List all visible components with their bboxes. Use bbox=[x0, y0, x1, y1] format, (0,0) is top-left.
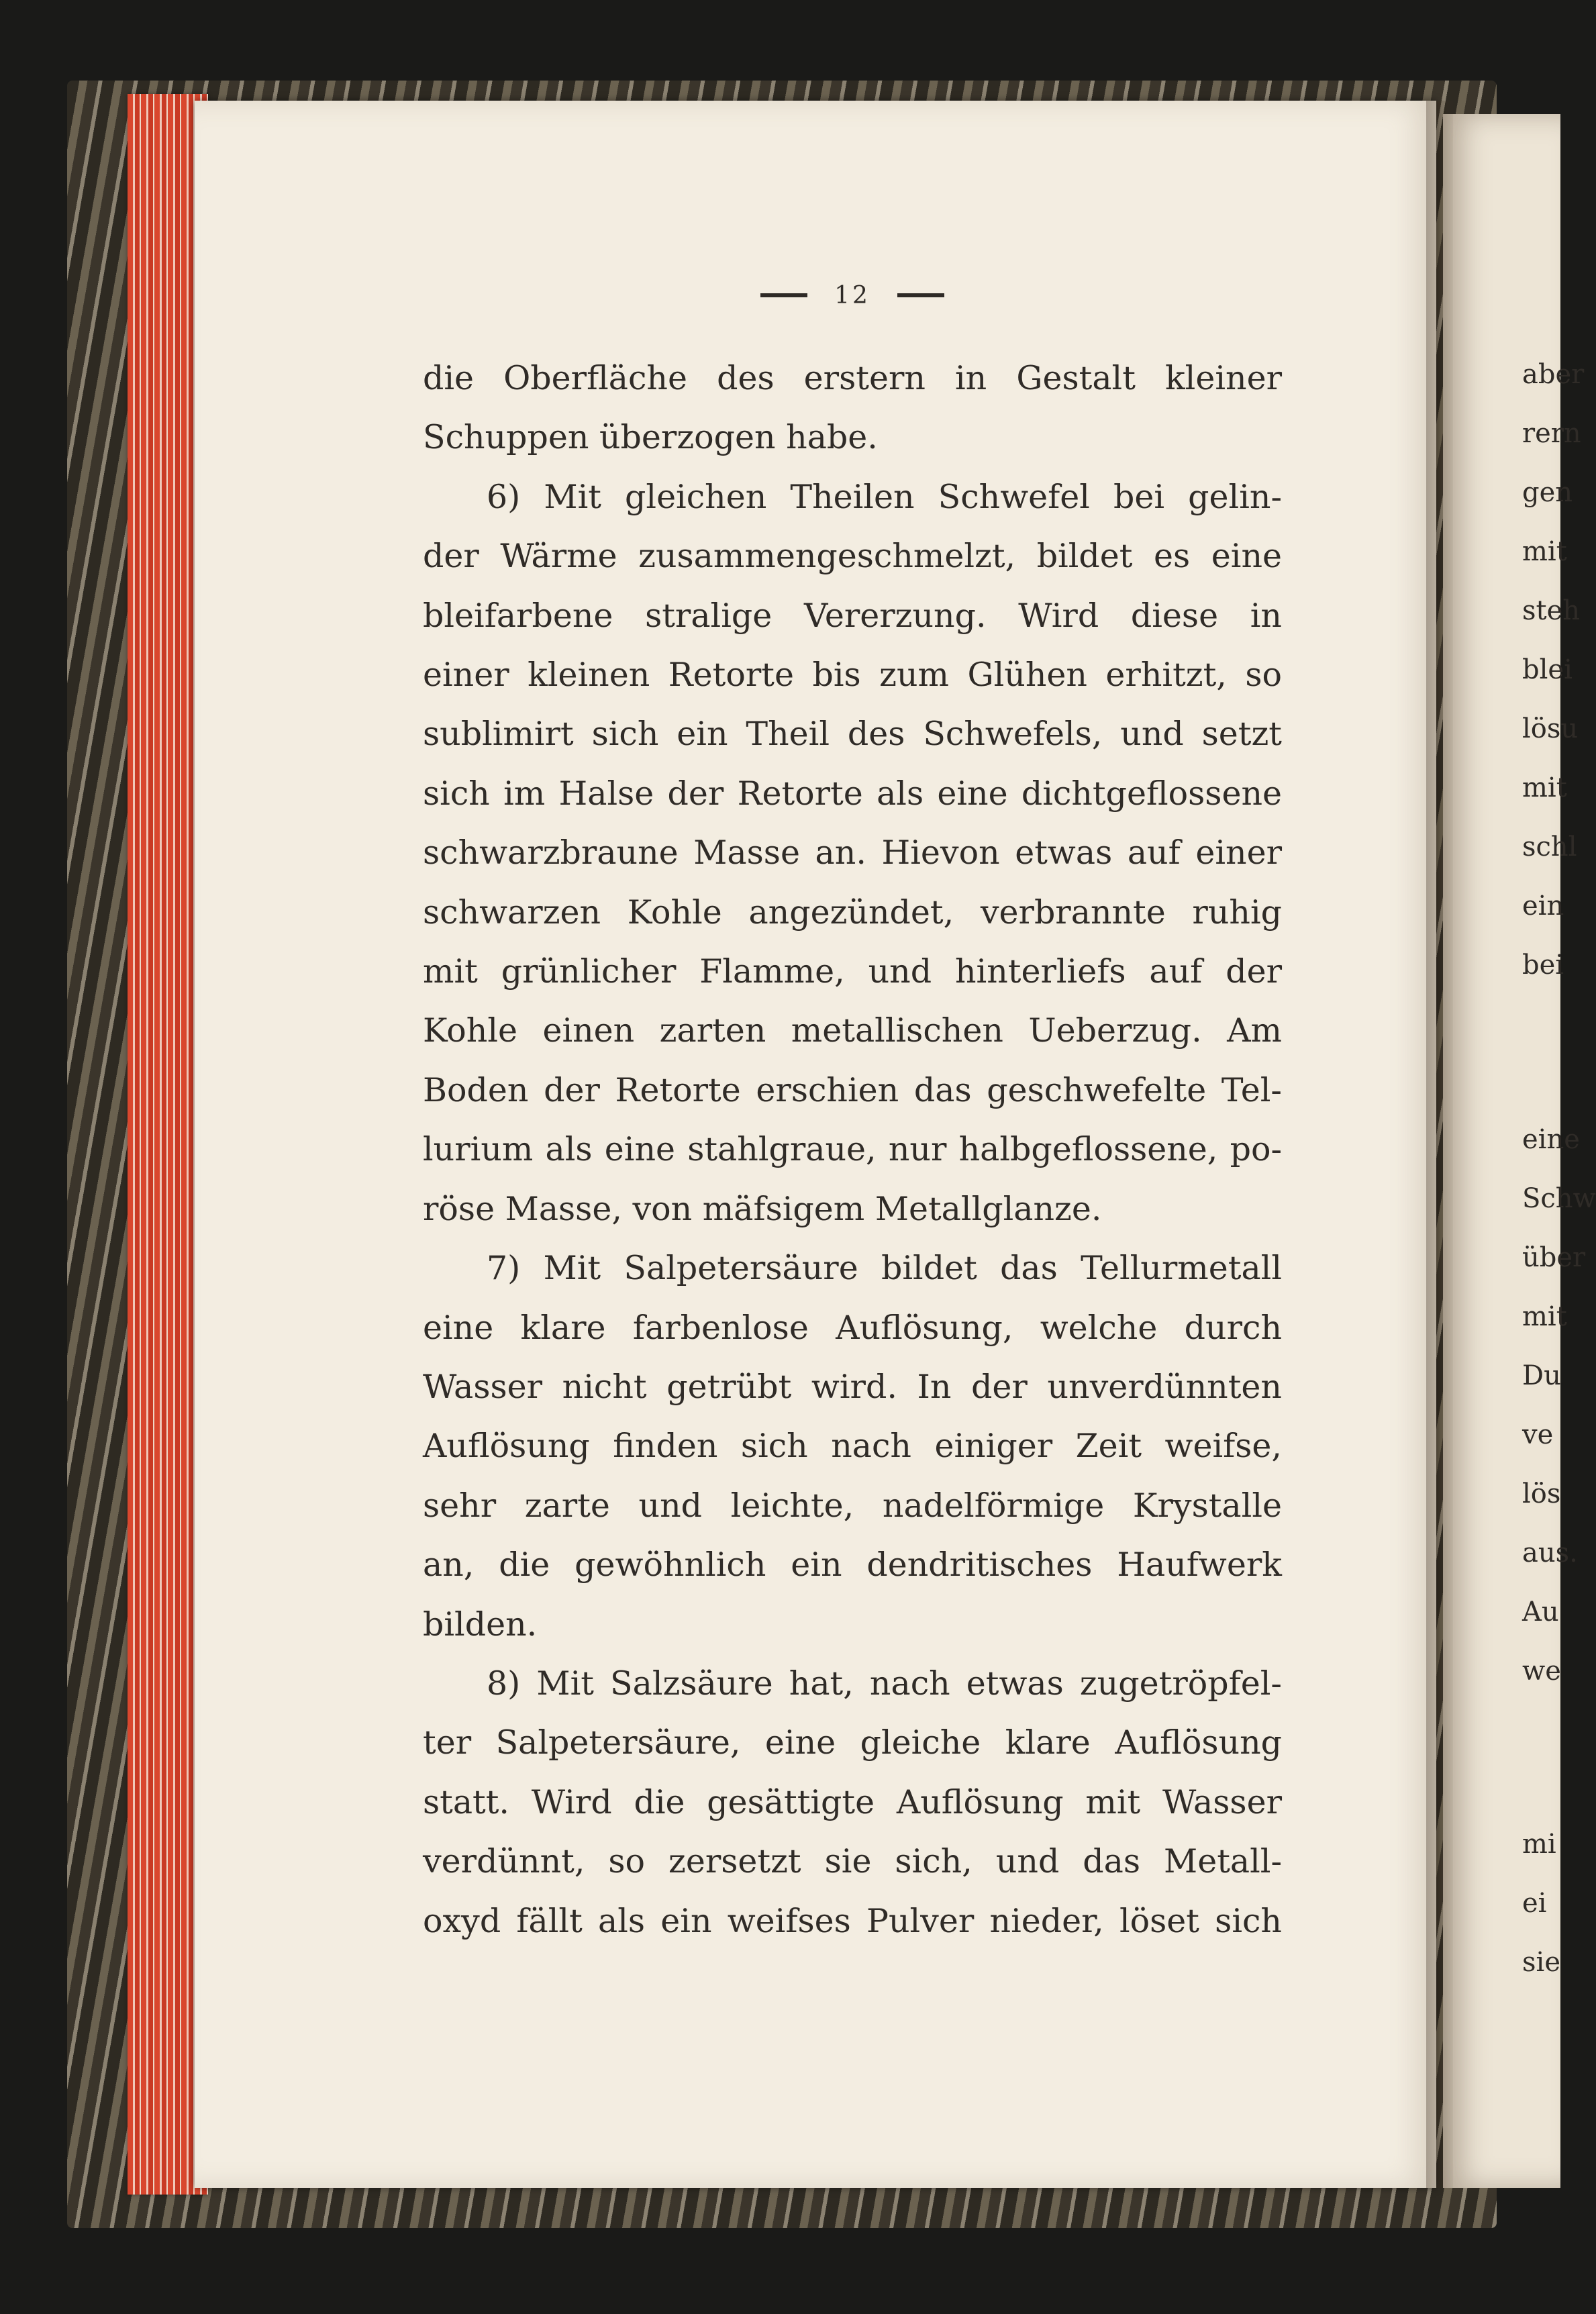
facing-word: steh bbox=[1522, 595, 1581, 626]
text-line: lurium als eine stahlgraue, nur halbgeflossene, po- bbox=[423, 1130, 1282, 1169]
text-line: bilden. bbox=[423, 1605, 538, 1644]
page-number: 12 bbox=[834, 281, 870, 309]
text-line: die Oberfläche des erstern in Gestalt kleiner bbox=[423, 359, 1282, 397]
facing-word: rern bbox=[1522, 418, 1581, 449]
header-dash-left bbox=[760, 293, 807, 297]
facing-word: Schw bbox=[1522, 1183, 1596, 1214]
facing-word: Du bbox=[1522, 1360, 1561, 1391]
text-line: verdünnt, so zersetzt sie sich, und das Metall- bbox=[423, 1842, 1282, 1881]
facing-word: schl bbox=[1522, 832, 1577, 862]
text-line: schwarzen Kohle angezündet, verbrannte ruhig bbox=[423, 893, 1282, 932]
text-line: schwarzbraune Masse an. Hievon etwas auf einer bbox=[423, 834, 1282, 872]
text-line: Boden der Retorte erschien das geschwefelte Tel- bbox=[423, 1070, 1282, 1109]
page-text bbox=[423, 349, 1282, 1951]
text-line: eine klare farbenlose Auflösung, welche durch bbox=[423, 1308, 1282, 1347]
facing-word: bei bbox=[1522, 950, 1564, 980]
text-line: statt. Wird die gesättigte Auflösung mit Wasser bbox=[423, 1782, 1282, 1821]
facing-word: eine bbox=[1522, 1124, 1580, 1155]
text-line: 7) Mit Salpetersäure bildet das Tellurmetall bbox=[487, 1249, 1282, 1288]
text-line: einer kleinen Retorte bis zum Glühen erhitzt, so bbox=[423, 656, 1282, 695]
facing-word: blei bbox=[1522, 654, 1573, 685]
text-line: Schuppen überzogen habe. bbox=[423, 418, 878, 457]
facing-word: ein bbox=[1522, 891, 1564, 921]
text-line: an, die gewöhnlich ein dendritisches Haufwerk bbox=[423, 1546, 1282, 1584]
facing-word: ei bbox=[1522, 1888, 1547, 1919]
text-line: röse Masse, von mäfsigem Metallglanze. bbox=[423, 1189, 1102, 1228]
facing-word: aber bbox=[1522, 359, 1585, 390]
facing-word: über bbox=[1522, 1242, 1586, 1273]
facing-word: mit bbox=[1522, 1301, 1567, 1332]
facing-word: Au bbox=[1522, 1597, 1559, 1627]
text-line: 8) Mit Salzsäure hat, nach etwas zugetröpfel- bbox=[487, 1664, 1282, 1703]
facing-word: lös bbox=[1522, 1478, 1561, 1509]
facing-word: gen bbox=[1522, 477, 1573, 508]
text-line: mit grünlicher Flamme, und hinterliefs auf der bbox=[423, 952, 1282, 991]
page-header bbox=[738, 275, 966, 315]
text-line: der Wärme zusammengeschmelzt, bildet es eine bbox=[423, 537, 1282, 576]
text-line: 6) Mit gleichen Theilen Schwefel bei gelin- bbox=[487, 477, 1282, 516]
facing-word: mit bbox=[1522, 536, 1567, 567]
facing-word: mi bbox=[1522, 1829, 1556, 1860]
text-line: Kohle einen zarten metallischen Ueberzug. Am bbox=[423, 1011, 1282, 1050]
facing-word: we bbox=[1522, 1656, 1561, 1687]
facing-word: mit bbox=[1522, 772, 1567, 803]
text-line: ter Salpetersäure, eine gleiche klare Auflösung bbox=[423, 1723, 1282, 1762]
facing-word: sie bbox=[1522, 1947, 1560, 1978]
facing-word: lösu bbox=[1522, 713, 1579, 744]
text-line: Auflösung finden sich nach einiger Zeit weifse, bbox=[423, 1427, 1282, 1466]
facing-word: ve bbox=[1522, 1419, 1554, 1450]
text-line: sehr zarte und leichte, nadelförmige Krystalle bbox=[423, 1486, 1282, 1525]
text-line: sublimirt sich ein Theil des Schwefels, und setzt bbox=[423, 715, 1282, 754]
gutter-shadow bbox=[1426, 101, 1453, 2188]
text-line: bleifarbene stralige Vererzung. Wird diese in bbox=[423, 596, 1282, 635]
header-dash-right bbox=[897, 293, 944, 297]
text-line: sich im Halse der Retorte als eine dichtgeflossene bbox=[423, 774, 1282, 813]
text-line: oxyd fällt als ein weifses Pulver nieder, löset sich bbox=[423, 1901, 1282, 1940]
facing-word: aus. bbox=[1522, 1538, 1578, 1568]
text-line: Wasser nicht getrübt wird. In der unverdünnten bbox=[423, 1367, 1282, 1406]
